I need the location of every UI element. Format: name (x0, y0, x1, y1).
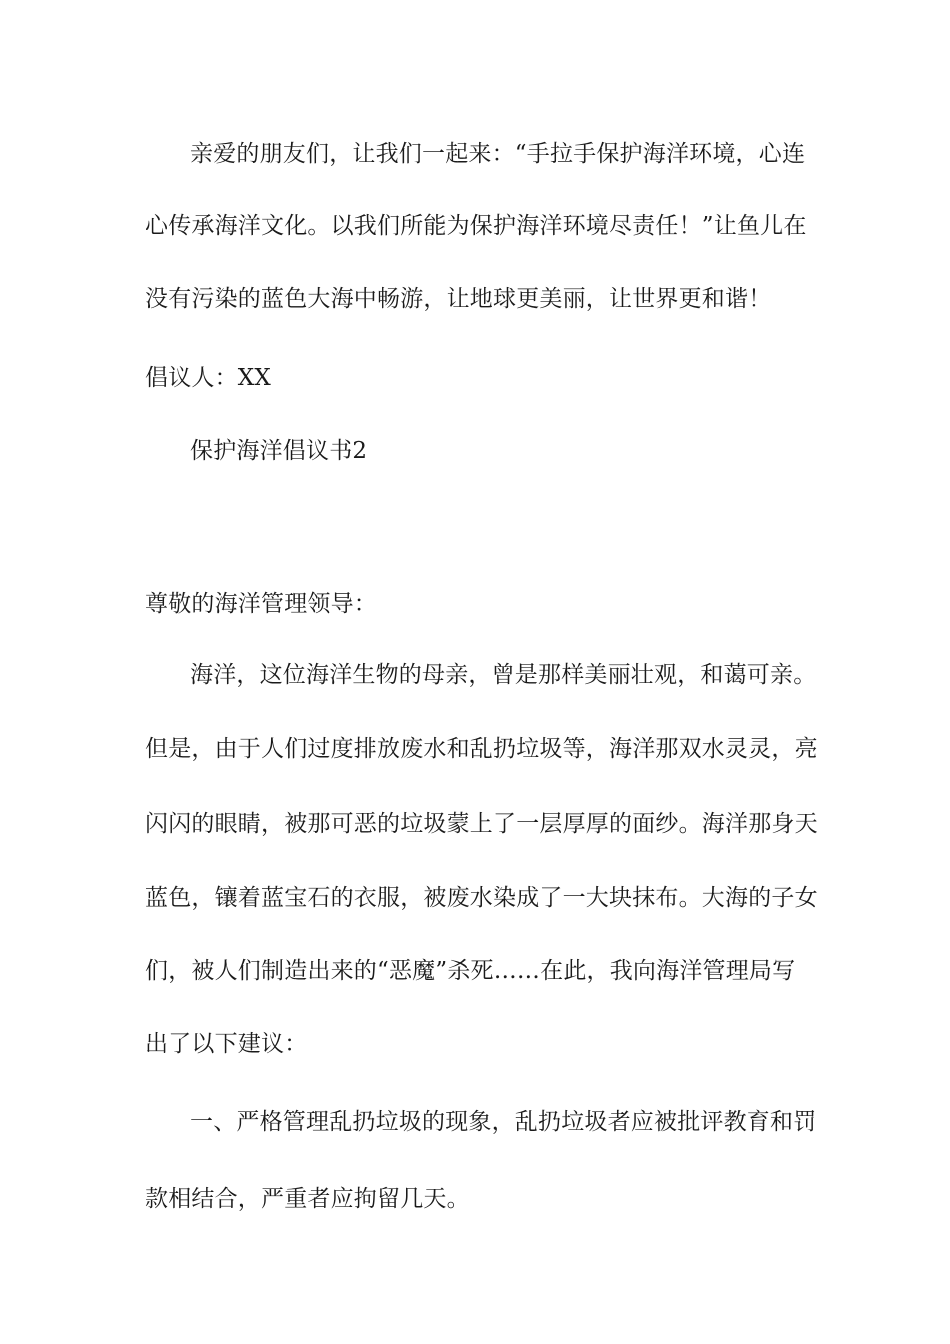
paragraph-line-2: 心传承海洋文化。以我们所能为保护海洋环境尽责任！”让鱼儿在 (145, 213, 807, 239)
paragraph-line-11: 款相结合，严重者应拘留几天。 (145, 1186, 470, 1212)
paragraph-line-4: 海洋，这位海洋生物的母亲，曾是那样美丽壮观，和蔼可亲。 (190, 662, 817, 688)
paragraph-line-9: 出了以下建议： (145, 1031, 308, 1057)
paragraph-line-6: 闪闪的眼睛，被那可恶的垃圾蒙上了一层厚厚的面纱。海洋那身天 (145, 811, 818, 837)
salutation: 尊敬的海洋管理领导： (145, 591, 377, 617)
paragraph-line-8: 们，被人们制造出来的“恶魔”杀死……在此，我向海洋管理局写 (145, 958, 796, 984)
paragraph-line-1: 亲爱的朋友们，让我们一起来：“手拉手保护海洋环境，心连 (190, 141, 806, 167)
section-title: 保护海洋倡议书2 (190, 438, 368, 464)
paragraph-line-5: 但是，由于人们过度排放废水和乱扔垃圾等，海洋那双水灵灵，亮 (145, 736, 818, 762)
paragraph-line-7: 蓝色，镶着蓝宝石的衣服，被废水染成了一大块抹布。大海的子女 (145, 885, 818, 911)
paragraph-line-3: 没有污染的蓝色大海中畅游，让地球更美丽，让世界更和谐！ (145, 286, 772, 312)
paragraph-line-10: 一、严格管理乱扔垃圾的现象，乱扔垃圾者应被批评教育和罚 (190, 1109, 817, 1135)
signature-line: 倡议人：XX (145, 365, 271, 391)
